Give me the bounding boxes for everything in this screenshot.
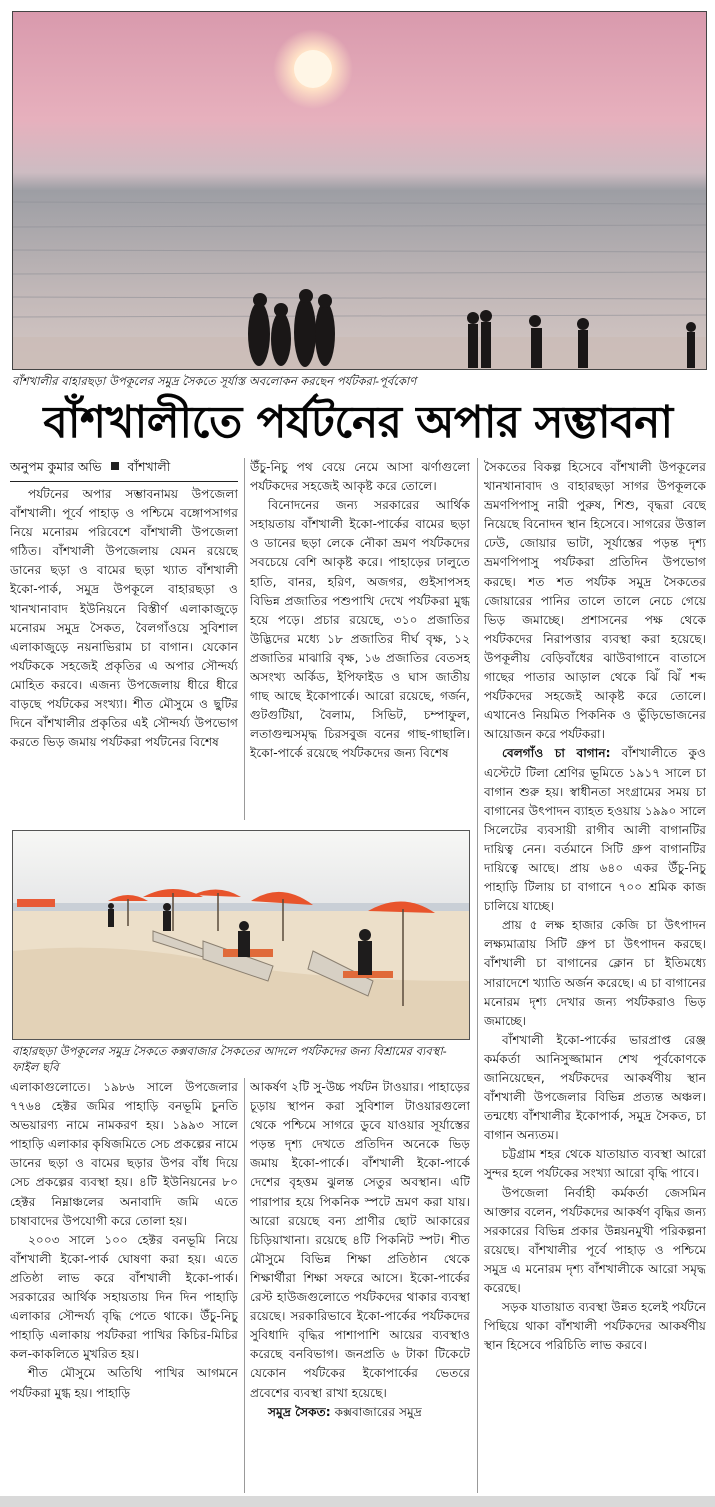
headline: বাঁশখালীতে পর্যটনের অপার সম্ভাবনা bbox=[43, 397, 673, 448]
subhead-paragraph bbox=[250, 1403, 470, 1422]
page-bottom-bar bbox=[0, 1496, 715, 1507]
subhead-text: কক্সবাজারের সমুদ্র bbox=[334, 1404, 422, 1419]
paragraph: উপজেলা নির্বাহী কর্মকর্তা জেসমিন আক্তার বলেন, পর্যটকদের আকর্ষণ বৃদ্ধির জন্য সরকারের বিভিন্ন প্রকার উন্নয়নমুখী পরিকল্পনা রয়েছে। বাঁশখালীর পূর্বে পাহাড় ও পশ্চিমে সমুদ্র এ মনোরম দৃশ্য বাঁশখালীকে আরো সমৃদ্ধ করেছে। bbox=[484, 1185, 706, 1296]
column-rule bbox=[244, 1078, 245, 1493]
article-column-1-bottom bbox=[10, 1078, 238, 1494]
subhead-sea-beach: সমুদ্র সৈকত: bbox=[268, 1404, 331, 1419]
byline bbox=[10, 458, 170, 476]
article-column-3 bbox=[484, 458, 706, 1494]
byline-author: অনুপম কুমার অভি bbox=[10, 459, 102, 474]
paragraph: ২০০৩ সালে ১০০ হেক্টর বনভূমি নিয়ে বাঁশখালী ইকো-পার্ক ঘোষণা করা হয়। এতে প্রতিষ্ঠা লাভ করে বাঁশখালী ইকো-পার্ক। সরকারের আর্থিক সহায়তায় দিন দিন পাহাড়ি এলাকার সৌন্দর্য্য বৃদ্ধি পেতে থাকে। উঁচু-নিচু পাহাড়ি এলাকায় পর্যটকরা পাখির কিচির-মিচির কল-কাকলিতে মুখরিত হয়। bbox=[10, 1232, 238, 1362]
byline-location: বাঁশখালী bbox=[127, 459, 171, 474]
subhead-text: বাঁশখালীতে কুও এস্টেটে টিলা শ্রেণির ভূমিতে ১৯১৭ সালে চা বাগান শুরু হয়। স্বাধীনতা সংগ্রামের সময় চা বাগানের উৎপাদন ব্যাহত হওয়ায় ১৯৯০ সালে সিলেটের ব্যবসায়ী রাগীব আলী বাগানটির দায়িত্ব নেন। বর্তমানে সিটি গ্রুপ বাগানটির দায়িত্বে আছে। প্রায় ৬৪০ একর উঁচু-নিচু পাহাড়ি টিলায় চা বাগানে ৭০০ শ্রমিক কাজ চালিয়ে যাচ্ছে। bbox=[484, 746, 706, 914]
paragraph: চট্টগ্রাম শহর থেকে যাতায়াত ব্যবস্থা আরো সুন্দর হলে পর্যটকের সংখ্যা আরো বৃদ্ধি পাবে। bbox=[484, 1147, 706, 1181]
mid-photo-caption: বাহারছড়া উপকূলের সমুদ্র সৈকতে কক্সবাজার সৈকতের আদলে পর্যটকদের জন্য বিশ্রামের ব্যবস্থা-ফাইল ছবি bbox=[12, 1044, 447, 1074]
paragraph: পর্যটনের অপার সম্ভাবনাময় উপজেলা বাঁশখালী। পূর্বে পাহাড় ও পশ্চিমে বঙ্গোপসাগর নিয়ে মনোরম পরিবেশে বাঁশখালী উপজেলা গঠিত। বাঁশখালী উপজেলায় যেমন রয়েছে ডানের ছড়া ও বামের ছড়া খ্যাত বাঁশখালী ইকো-পার্ক, সমুদ্র উপকূলে বাহারছড়া ও খানখানাবাদ ইউনিয়নে বিস্তীর্ণ এলাকাজুড়ে মনোরম সমুদ্র সৈকত, বৈলগাঁওয়ে সুবিশাল এলাকাজুড়ে নয়নাভিরাম চা বাগান। যেকোন পর্যটককে সহজেই প্রকৃতির এ অপার সৌন্দর্য্য মোহিত করবে। এজন্য উপজেলায় ধীরে ধীরে বাড়ছে পর্যটকের সংখ্যা। শীত মৌসুমে ও ছুটির দিনে বাঁশখালীর প্রকৃতির এই সৌন্দর্য্য উপভোগ করতে ভিড় জমায় পর্যটকরা পর্যটনের বিশেষ bbox=[10, 487, 238, 750]
paragraph: সৈকতের বিকল্প হিসেবে বাঁশখালী উপকূলের খানখানাবাদ ও বাহারছড়া সাগর উপকূলকে ভ্রমণপিপাসু নারী পুরুষ, শিশু, বৃদ্ধরা বেছে নিয়েছে বিনোদন স্থান হিসেবে। সাগরের উত্তাল ঢেউ, জোয়ার ভাটা, সূর্যাস্তের পড়ন্ত দৃশ্য ভ্রমণপিপাসু পর্যটকরা প্রতিদিন উপভোগ করছে। শত শত পর্যটক সমুদ্র সৈকতের জোয়ারের পানির তালে তালে নেচে গেয়ে ভিড় জমাচ্ছে। প্রশাসনের পক্ষ থেকে পর্যটকদের নিরাপত্তার ব্যবস্থা করা হয়েছে। উপকূলীয় বেড়িবাঁধের ঝাউবাগানে বাতাসে গাছের পাতার আড়াল থেকে ঝিঁ ঝিঁ শব্দ পর্যটকদের সহজেই আকৃষ্ট করে তোলে। এখানেও নিয়মিত পিকনিক ও ভুঁড়িভোজনের আয়োজন করে পর্যটকরা। bbox=[484, 460, 706, 742]
subhead-tea-garden: বেলগাঁও চা বাগান: bbox=[502, 746, 611, 761]
paragraph: আকর্ষণ ২টি সু-উচ্চ পর্যটন টাওয়ার। পাহাড়ের চূড়ায় স্থাপন করা সুবিশাল টাওয়ারগুলো থেকে পশ্চিমে সাগরে ডুবে যাওয়ার সূর্যাস্তের পড়ন্ত দৃশ্য দেখতে প্রতিদিন অনেকে ভিড় জমায় ইকো-পার্কে। বাঁশখালী ইকো-পার্কে দেশের বৃহত্তম ঝুলন্ত সেতুর অবস্থান। এটি পারাপার হয়ে পিকনিক স্পটে ভ্রমণ করা যায়। আরো রয়েছে বন্য প্রাণীর ছোট আকারের চিড়িয়াখানা। রয়েছে ৪টি পিকনিট স্পট। শীত মৌসুমে বিভিন্ন শিক্ষা প্রতিষ্ঠান থেকে শিক্ষার্থীরা শিক্ষা সফরে আসে। ইকো-পার্কের রেস্ট হাউজগুলোতে পর্যটকদের থাকার ব্যবস্থা রয়েছে। সরকারিভাবে ইকো-পার্কের পর্যটকদের সুবিধাদি বৃদ্ধির পাশাপাশি আয়ের ব্যবস্থাও করেছে বনবিভাগ। জনপ্রতি ৬ টাকা টিকেটে যেকোন পর্যটকের ইকোপার্কের ভেতরে প্রবেশের ব্যবস্থা রাখা হয়েছে। bbox=[250, 1080, 470, 1400]
column-rule bbox=[244, 458, 245, 820]
paragraph: বাঁশখালী ইকো-পার্কের ভারপ্রাপ্ত রেঞ্জ কর্মকর্তা আনিসুজ্জামান শেখ পূর্বকোণকে জানিয়েছেন, পর্যটকদের আকর্ষণীয় স্থান বাঁশখালী উপজেলার বিভিন্ন প্রত্যন্ত অঞ্চল। তন্মধ্যে বাঁশখালীর ইকোপার্ক, সমুদ্র সৈকত, চা বাগান অন্যতম। bbox=[484, 1032, 706, 1143]
square-bullet-icon bbox=[111, 462, 119, 470]
paragraph: শীত মৌসুমে অতিথি পাখির আগমনে পর্যটকরা মুগ্ধ হয়। পাহাড়ি bbox=[10, 1366, 238, 1400]
top-photo-caption: বাঁশখালীর বাহারছড়া উপকূলের সমুদ্র সৈকতে সূর্যাস্ত অবলোকন করছেন পর্যটকরা-পূর্বকোণ bbox=[12, 374, 417, 388]
paragraph: এলাকাগুলোতে। ১৯৮৬ সালে উপজেলার ৭৭৬৪ হেক্টর জমির পাহাড়ি বনভূমি চুনতি অভয়ারণ্য নামে নামকরণ হয়। ১৯৯৩ সালে পাহাড়ি এলাকার কৃষিজমিতে সেচ প্রকল্পের নামে ডানের ছড়া ও বামের ছড়ার উপর বাঁধ দিয়ে সেচ প্রকল্পের ব্যবস্থা হয়। ৪টি ইউনিয়নের ৮০ হেক্টর নিম্নাঞ্চলের অনাবাদি জমি এতে চাষাবাদের উপযোগী করে তোলা হয়। bbox=[10, 1080, 238, 1228]
byline-rule bbox=[10, 481, 238, 482]
paragraph: বিনোদনের জন্য সরকারের আর্থিক সহায়তায় বাঁশখালী ইকো-পার্কের বামের ছড়া ও ডানের ছড়া লেকে নৌকা ভ্রমণ পর্যটকদের সবচেয়ে বেশি আকৃষ্ট করে। পাহাড়ের ঢালুতে হাতি, বানর, হরিণ, অজগর, গুইসাপসহ বিভিন্ন প্রজাতির পশুপাখি দেখে পর্যটকরা মুগ্ধ হয়ে পড়ে। প্রচার রয়েছে, ৩১০ প্রজাতির উদ্ভিদের মধ্যে ১৮ প্রজাতির দীর্ঘ বৃক্ষ, ১২ প্রজাতির মাঝারি বৃক্ষ, ১৬ প্রজাতির বেতসহ অসংখ্য অর্কিড, ইপিফাইড ও ঘাস জাতীয় গাছ আছে ইকোপার্কে। আরো রয়েছে, গর্জন, গুটগুটিয়া, বৈলাম, সিভিট, চম্পাফুল, লতাগুল্মসমৃদ্ধ চিরসবুজ বনের গাছ-গাছালি। ইকো-পার্কে রয়েছে পর্যটকদের জন্য বিশেষ bbox=[250, 498, 470, 761]
beach-umbrellas-photo bbox=[12, 830, 470, 1040]
article-column-1-top bbox=[10, 485, 238, 820]
article-column-2-top bbox=[250, 458, 470, 820]
paragraph: সড়ক যাতায়াত ব্যবস্থা উন্নত হলেই পর্যটনে পিছিয়ে থাকা বাঁশখালী পর্যটকদের আকর্ষণীয় স্থান হিসেবে পরিচিতি লাভ করবে। bbox=[484, 1300, 706, 1353]
sunset-beach-photo bbox=[12, 11, 707, 370]
column-rule bbox=[477, 458, 478, 1493]
subhead-paragraph bbox=[484, 744, 706, 916]
paragraph: প্রায় ৫ লক্ষ হাজার কেজি চা উৎপাদন লক্ষ্যমাত্রায় সিটি গ্রুপ চা উৎপাদন করছে। বাঁশখালী চা বাগানের ক্লোন চা ইতিমধ্যে সারাদেশে খ্যাতি অর্জন করেছে। এ চা বাগানের মনোরম দৃশ্য দেখার জন্য পর্যটকরাও ভিড় জমাচ্ছে। bbox=[484, 918, 706, 1028]
paragraph: উঁচু-নিচু পথ বেয়ে নেমে আসা ঝর্ণাগুলো পর্যটকদের সহজেই আকৃষ্ট করে তোলে। bbox=[250, 460, 470, 494]
article-column-2-bottom bbox=[250, 1078, 470, 1494]
